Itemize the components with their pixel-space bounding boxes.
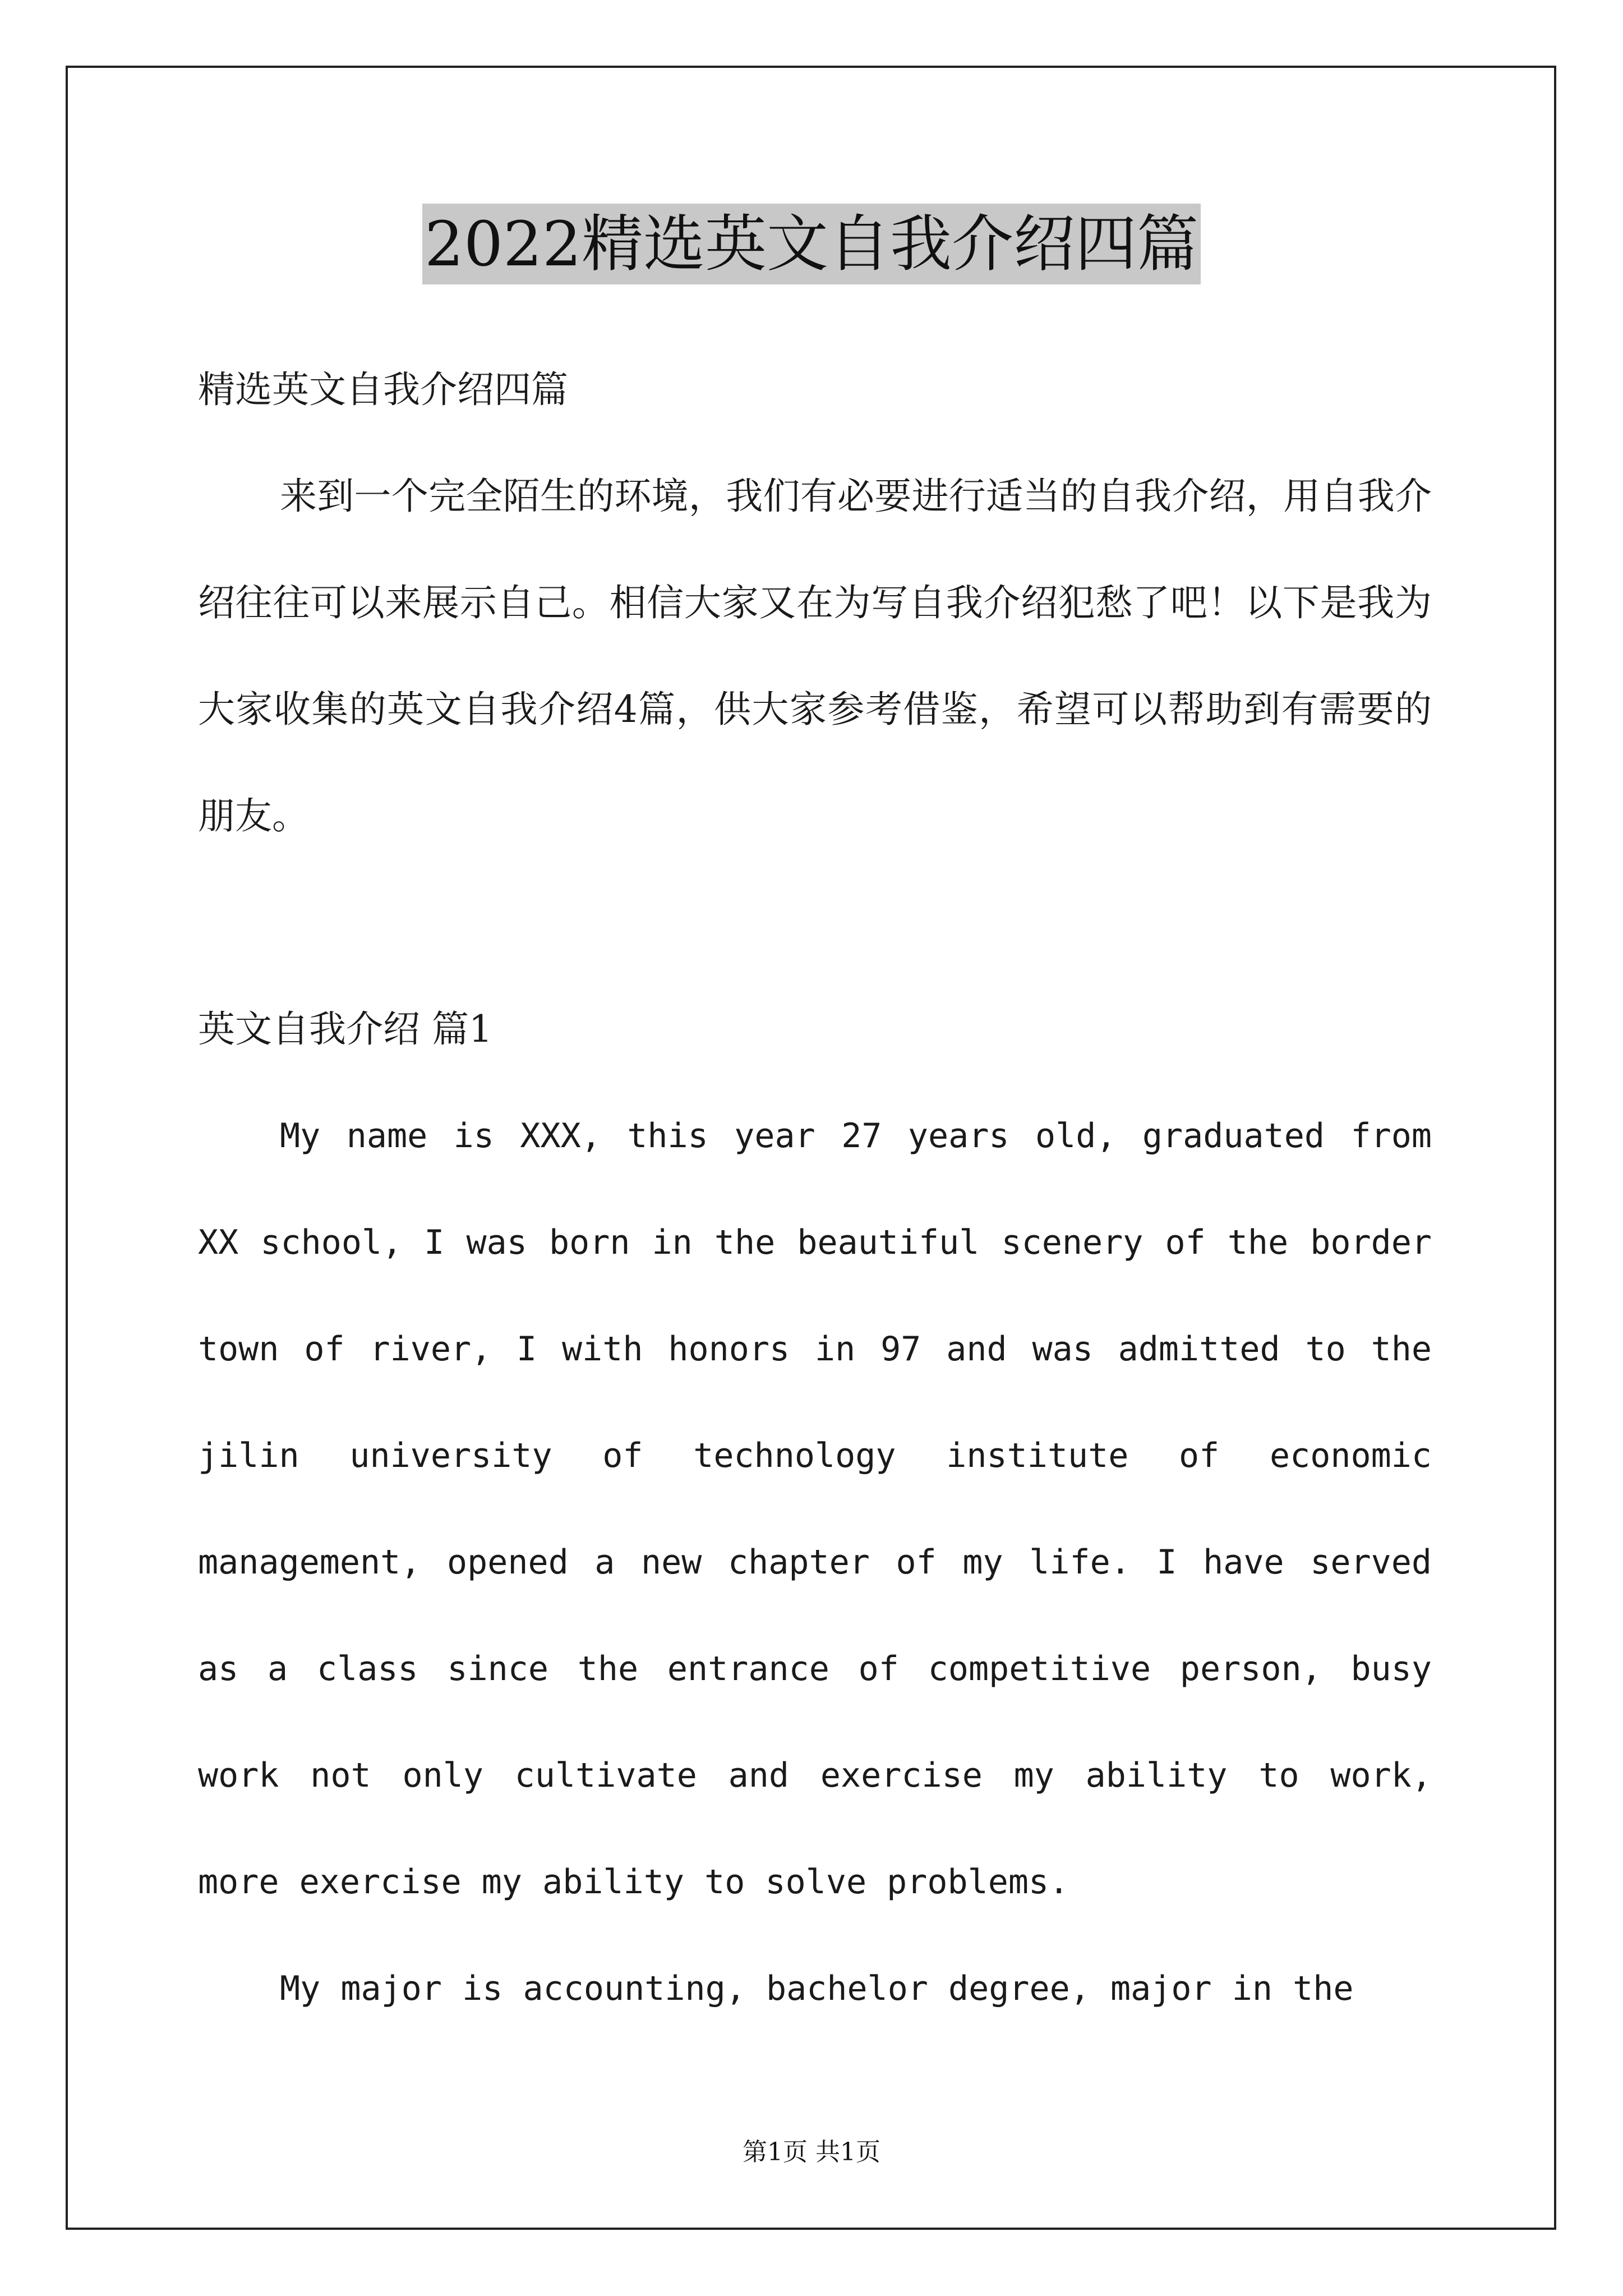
document-subtitle: 精选英文自我介绍四篇 <box>198 368 568 411</box>
document-body <box>198 337 1432 869</box>
body-paragraph-1: My name is XXX, this year 27 years old, graduated from XX school, I was born in the beautiful scenery of the border town of river, I with honors in 97 and was admitted to the jilin university of technology institute of economic management, opened a new chapter of my life. I have served as a class since the entrance of competitive person, busy work not only cultivate and exercise my ability to work, more exercise my ability to solve problems. <box>198 1116 1432 1902</box>
document-title: 2022精选英文自我介绍四篇 <box>422 204 1201 284</box>
intro-paragraph: 来到一个完全陌生的环境，我们有必要进行适当的自我介绍，用自我介绍往往可以来展示自己。相信大家又在为写自我介绍犯愁了吧！以下是我为大家收集的英文自我介绍4篇，供大家参考借鉴，希望可以帮助到有需要的朋友。 <box>198 475 1432 838</box>
section-1 <box>198 976 1432 2042</box>
section-heading: 英文自我介绍 篇1 <box>198 1007 492 1051</box>
title-container <box>0 204 1623 284</box>
body-paragraph-2: My major is accounting, bachelor degree, major in the <box>280 1969 1354 2008</box>
page-footer: 第1页 共1页 <box>743 2138 880 2166</box>
